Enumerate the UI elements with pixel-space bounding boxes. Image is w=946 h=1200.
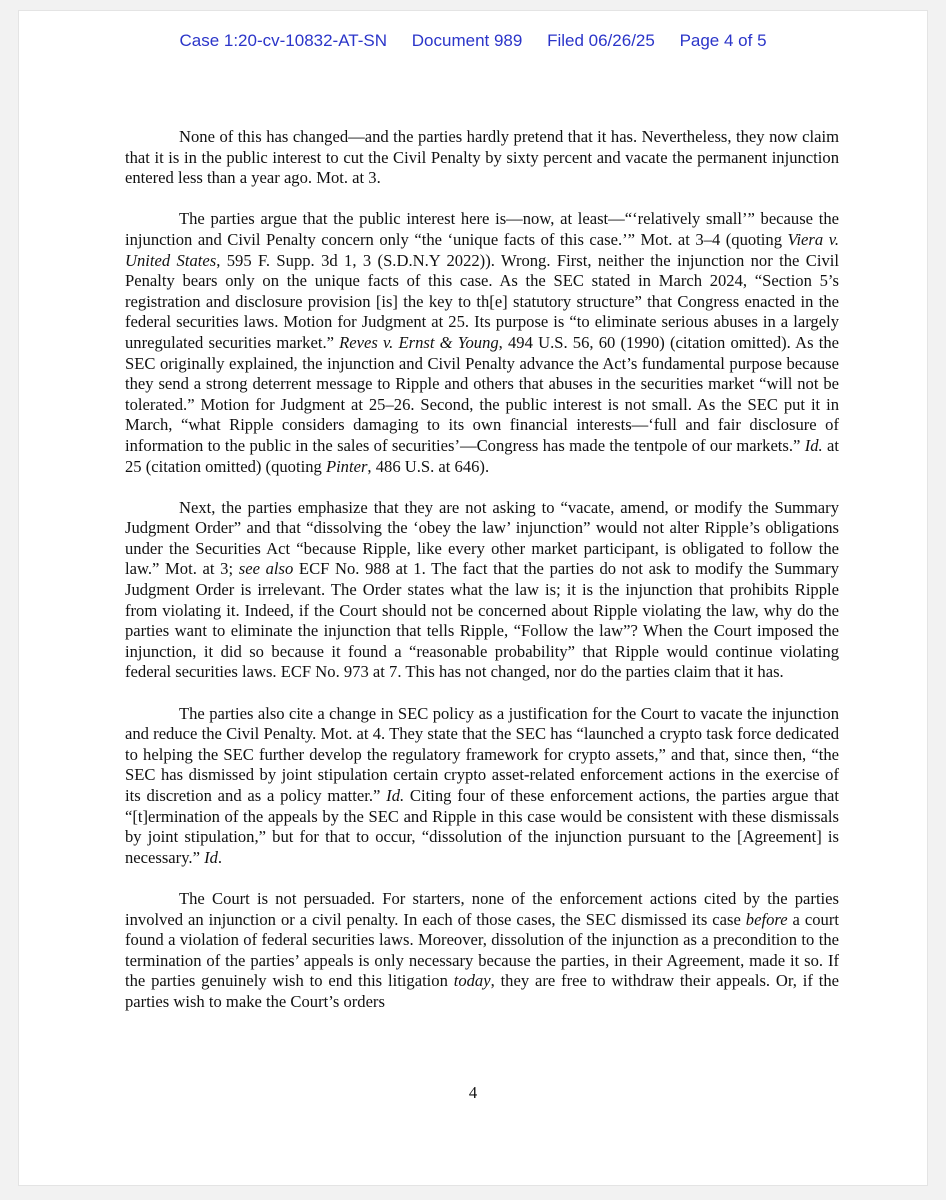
filed-date: Filed 06/26/25 [547, 31, 655, 50]
paragraph [125, 704, 839, 869]
paragraph [125, 127, 839, 189]
case-number: Case 1:20-cv-10832-AT-SN [179, 31, 388, 50]
italic-text-run: Id. [804, 435, 823, 455]
page-indicator: Page 4 of 5 [679, 31, 767, 50]
italic-text-run: Id [204, 847, 218, 867]
text-run: . [217, 847, 223, 867]
document-body [125, 127, 839, 1013]
document-number: Document 989 [411, 31, 523, 50]
text-run: , 494 U.S. 56, 60 (1990) (citation omitted). As the SEC originally explained, the injunction and Civil Penalty advance the Act’s fundamental purpose because they send a strong deterrent message to Ripple and others that abuses in the securities market “will not be tolerated.” Motion for Judgment at 25–26. Second, the public interest is not small. As the SEC put it in March, “what Ripple considers damaging to its own financial interests—‘full and fair disclosure of information to the public in the sales of securities’—Congress has made the tentpole of our markets.” [125, 332, 839, 455]
page-number: 4 [468, 1083, 478, 1102]
text-run: , 486 U.S. at 646). [367, 456, 490, 476]
italic-text-run: Viera v. United States [125, 229, 839, 270]
paragraph [125, 889, 839, 1013]
text-run: Citing four of these enforcement actions, the parties argue that “[t]ermination of the appeals by the SEC and Ripple in this case would be consistent with these dismissals by joint stipulation,” but for that to occur, “dissolution of the injunction pursuant to the [Agreement] is necessary.” [125, 786, 839, 867]
text-run: a court found a violation of federal securities laws. Moreover, dissolution of the injunction as a precondition to the termination of the parties’ appeals is only necessary because the parties, in their Agreement, made it so. If the parties genuinely wish to end this litigation [125, 909, 839, 991]
text-run: , 595 F. Supp. 3d 1, 3 (S.D.N.Y 2022)). Wrong. First, neither the injunction nor the Civil Penalty bears only on the unique facts of this case. As the SEC stated in March 2024, “Section 5’s registration and disclosure provision [is] the key to th[e] statutory structure” that Congress enacted in the federal securities laws. Motion for Judgment at 25. Its purpose is “to eliminate serious abuses in a largely unregulated securities market.” [125, 250, 839, 352]
text-run: The Court is not persuaded. For starters, none of the enforcement actions cited by the parties involved an injunction or a civil penalty. In each of those cases, the SEC dismissed its case [125, 888, 839, 929]
italic-text-run: Pinter [325, 456, 368, 476]
text-run: at 25 (citation omitted) (quoting [125, 435, 839, 476]
text-run: The parties argue that the public interest here is—now, at least—“‘relatively small’” because the injunction and Civil Penalty concern only “the ‘unique facts of this case.’” Mot. at 3–4 (quoting [125, 209, 839, 249]
document-page [18, 10, 928, 1186]
text-run: The parties also cite a change in SEC policy as a justification for the Court to vacate the injunction and reduce the Civil Penalty. Mot. at 4. They state that the SEC has “launched a crypto task force dedicated to helping the SEC further develop the regulatory framework for crypto assets,” and that, since then, “the SEC has dismissed by joint stipulation certain crypto asset-related enforcement actions in the exercise of its discretion and as a policy matter.” [125, 703, 839, 805]
italic-text-run: Reves v. Ernst & Young [339, 332, 499, 352]
italic-text-run: Id. [386, 786, 405, 805]
paragraph [125, 498, 839, 683]
text-run: Next, the parties emphasize that they are not asking to “vacate, amend, or modify the Summary Judgment Order” and that “dissolving the ‘obey the law’ injunction” would not alter Ripple’s obligations under the Securities Act “because Ripple, like every other market participant, is obligated to follow the law.” Mot. at 3; [125, 497, 839, 579]
paragraph [125, 209, 839, 477]
ecf-header [19, 31, 927, 51]
italic-text-run: see also [238, 559, 294, 579]
italic-text-run: before [745, 909, 788, 929]
text-run: ECF No. 988 at 1. The fact that the parties do not ask to modify the Summary Judgment Order is irrelevant. The Order states what the law is; it is the injunction that prohibits Ripple from violating it. Indeed, if the Court should not be concerned about Ripple violating the law, why do the parties want to eliminate the injunction that tells Ripple, “Follow the law”? When the Court imposed the injunction, it did so because it found a “reasonable probability” that Ripple would continue violating federal securities laws. ECF No. 973 at 7. This has not changed, nor do the parties claim that it has. [125, 559, 839, 682]
italic-text-run: today [453, 971, 491, 991]
text-run: None of this has changed—and the parties hardly pretend that it has. Nevertheless, they now claim that it is in the public interest to cut the Civil Penalty by sixty percent and vacate the permanent injunction entered less than a year ago. Mot. at 3. [125, 127, 839, 188]
text-run: , they are free to withdraw their appeals. Or, if the parties wish to make the Court’s orders [125, 971, 839, 1011]
